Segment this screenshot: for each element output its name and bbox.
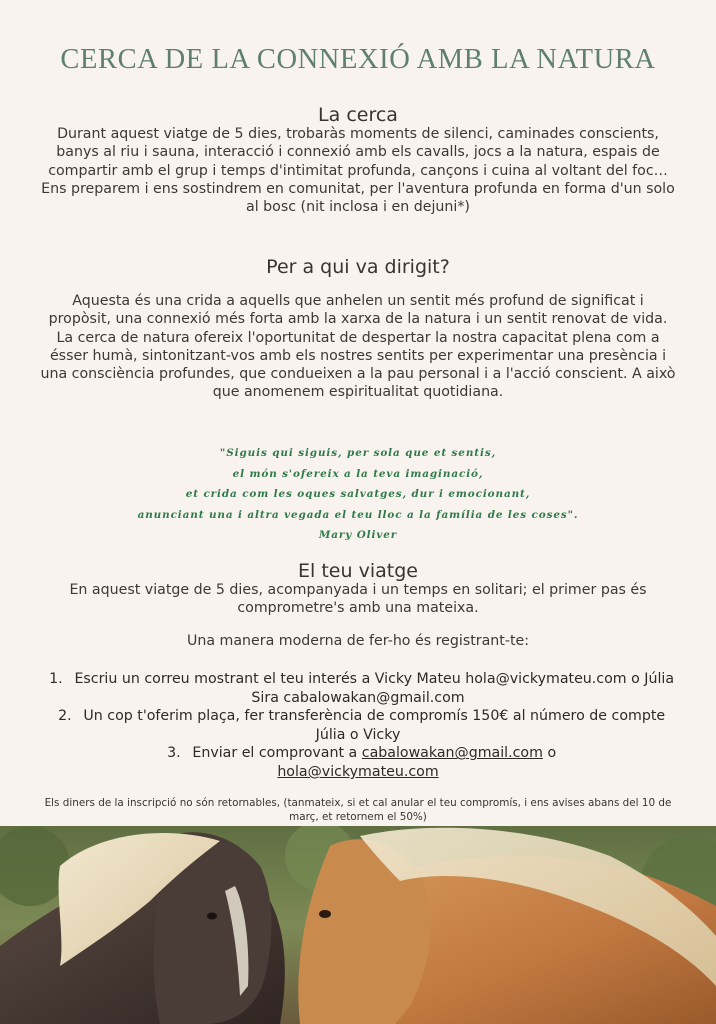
email-link-vickymateu[interactable]: hola@vickymateu.com xyxy=(277,763,439,780)
section-heading-per-a-qui: Per a qui va dirigit? xyxy=(266,256,450,278)
section-body-per-a-qui: Aquesta és una crida a aquells que anhelen un sentit més profund de significat i propòsit, una connexió més forta amb la xarxa de la natura i un sentit renovat de vida. La cerca de natura ofereix l'oportunitat de despertar la nostra capacitat plena com a ésser humà, sintonitzant-vos amb els nostres sentits per experimentar una presència i una consciència profundes, que condueixen a la pau personal i a l'acció conscient. A això que anomenem espiritualitat quotidiana. xyxy=(40,293,676,401)
quote-line: "Siguis qui siguis, per sola que et sentis, xyxy=(219,447,497,459)
registration-steps xyxy=(40,670,676,782)
page-title: CERCA DE LA CONNEXIÓ AMB LA NATURA xyxy=(60,44,656,75)
step-1 xyxy=(40,670,676,707)
email-link-cabalowakan[interactable]: cabalowakan@gmail.com xyxy=(361,745,543,762)
section-body-el-teu-viatge: En aquest viatge de 5 dies, acompanyada i un temps en solitari; el primer pas és comprometre's amb una mateixa. xyxy=(69,582,647,617)
step-text: Enviar el comprovant a xyxy=(192,745,358,762)
quote-author: Mary Oliver xyxy=(318,529,398,541)
poem-quote xyxy=(60,443,656,546)
quote-line: el món s'ofereix a la teva imaginació, xyxy=(232,467,484,480)
quote-line: et crida com les oques salvatges, dur i emocionant, xyxy=(185,488,531,500)
horses-illustration xyxy=(0,826,716,1024)
step-number: 2. xyxy=(58,708,72,725)
registration-intro: Una manera moderna de fer-ho és registrant-te: xyxy=(186,633,530,649)
step-text: Un cop t'oferim plaça, fer transferència de compromís 150€ al número de compte Júlia o Vicky xyxy=(83,708,666,743)
horses-photo xyxy=(0,826,716,1024)
step-number: 1. xyxy=(49,671,63,687)
section-body-la-cerca: Durant aquest viatge de 5 dies, trobaràs moments de silenci, caminades conscients, banys al riu i sauna, interacció i connexió amb els cavalls, jocs a la natura, espais de compartir amb el grup i temps d'intimitat profunda, cançons i cuina al voltant del foc… Ens preparem i ens sostindrem en comunitat, per l'aventura profunda en forma d'un solo al bosc (nit inclosa i en dejuni*) xyxy=(41,126,675,216)
quote-line: anunciant una i altra vegada el teu lloc a la família de les coses". xyxy=(137,508,579,521)
step-text-connector: o xyxy=(547,745,557,762)
step-text: Escriu un correu mostrant el teu interés a Vicky Mateu hola@vickymateu.com o Júlia Sira cabalowakan@gmail.com xyxy=(74,671,675,706)
refund-footnote: Els diners de la inscripció no són retornables, (tanmateix, si et cal anular el teu compromís, i ens avises abans del 10 de març, et retornem el 50%) xyxy=(44,797,672,823)
step-3 xyxy=(40,744,676,781)
step-number: 3. xyxy=(167,745,181,762)
section-heading-la-cerca: La cerca xyxy=(318,104,398,126)
step-2 xyxy=(40,707,676,744)
section-heading-el-teu-viatge: El teu viatge xyxy=(298,560,418,582)
